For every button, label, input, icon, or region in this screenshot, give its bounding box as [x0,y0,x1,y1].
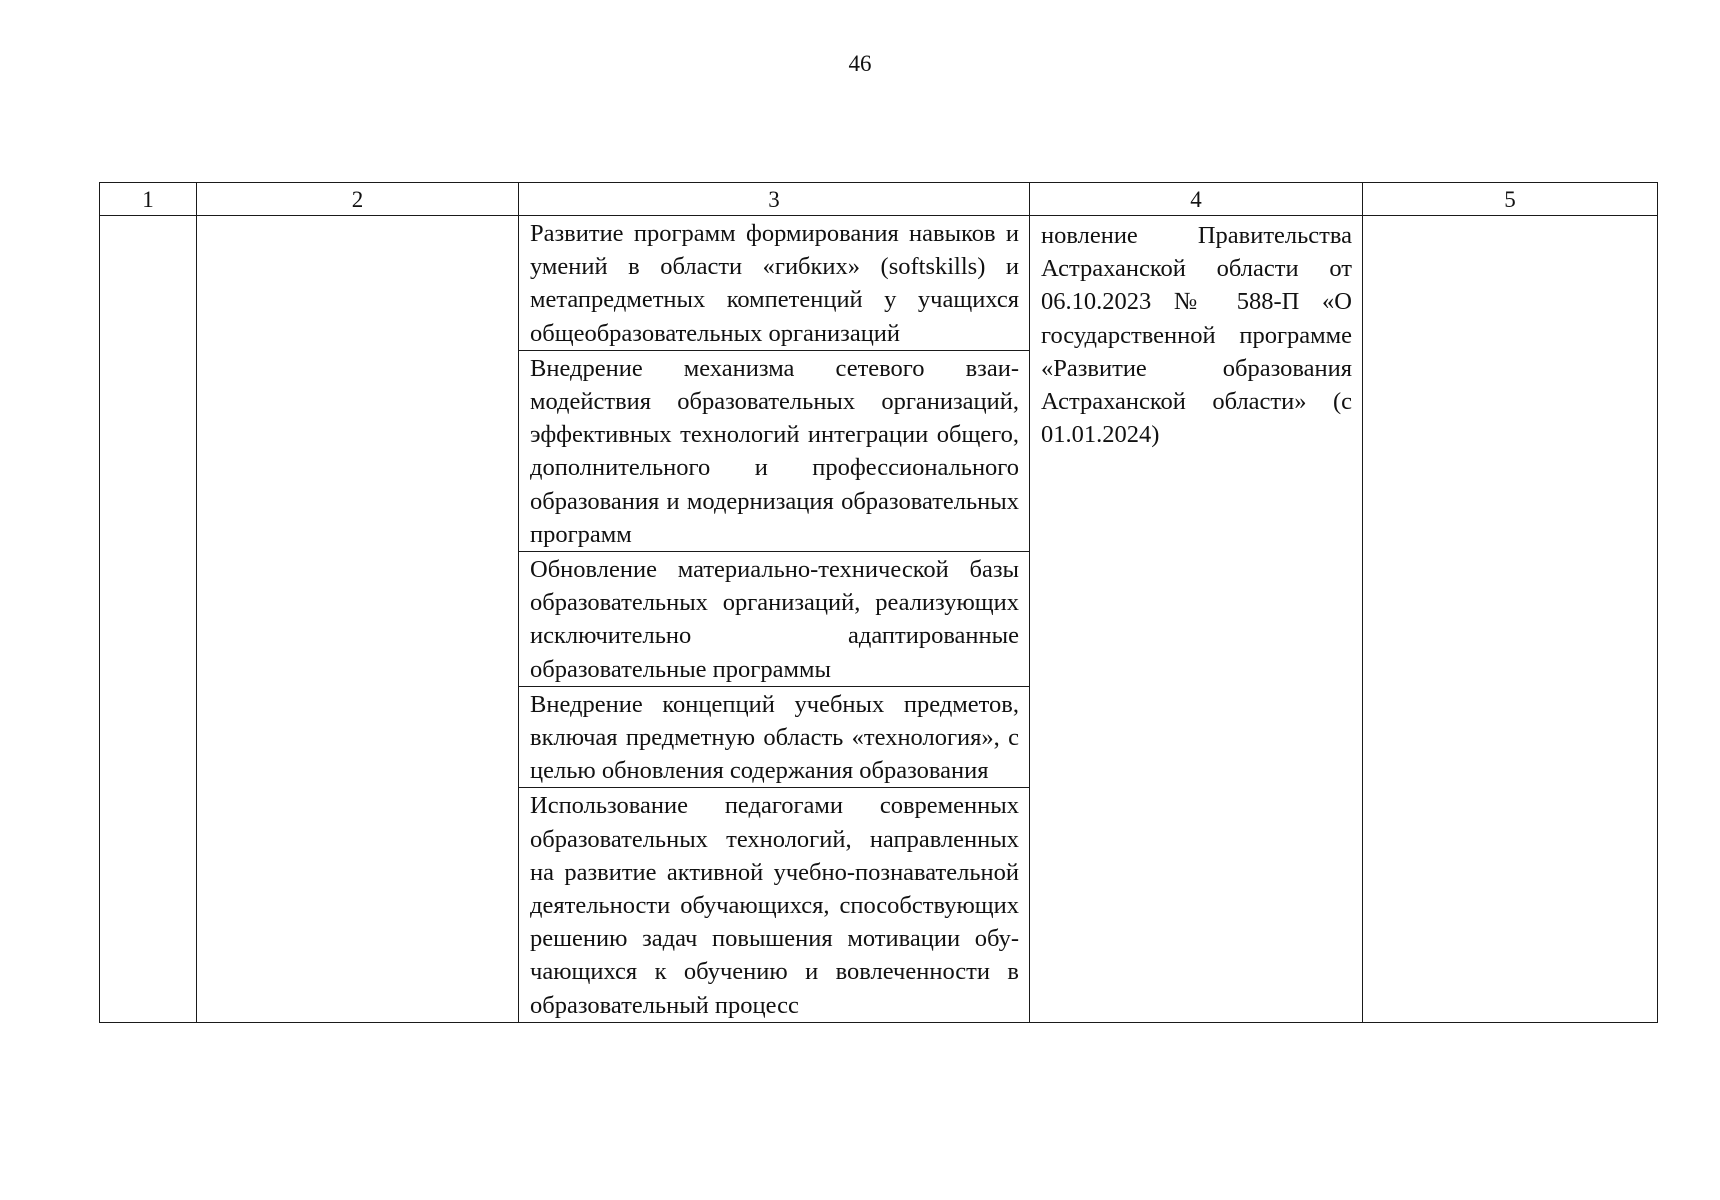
column-header-2: 2 [197,183,519,216]
document-table [99,182,1658,1023]
column-header-4: 4 [1030,183,1363,216]
col3-item [519,552,1029,687]
col3-item [519,788,1029,1021]
col3-item-text: Использование педагогами современных образовательных технологий, направленных на развитие активной учебно-познавательной деятельности обучающихся, способствующих решению задач повышения мотивации обучающихся к обучению и вовлеченности в образовательный процесс [530,792,1019,1019]
cell-col1 [100,216,197,1023]
col3-item [519,351,1029,552]
column-header-5: 5 [1363,183,1658,216]
cell-col2-text [197,216,518,219]
cell-col5-text [1363,216,1657,219]
column-header-3: 3 [519,183,1030,216]
col3-item [519,216,1029,351]
cell-col2 [197,216,519,1023]
cell-col4-text: новление Правительства Астраханской области от 06.10.2023 № 588-П «О государственной программе «Развитие образования Астраханской области» (с 01.01.2024) [1041,222,1352,449]
cell-col1-text [100,216,196,219]
column-header-1: 1 [100,183,197,216]
table-row [100,216,1658,1023]
cell-col5 [1363,216,1658,1023]
col3-item [519,687,1029,789]
page-number: 46 [848,51,872,76]
cell-col3 [519,216,1030,1023]
table-header-row [100,183,1658,216]
col3-item-text: Внедрение концепций учебных предметов, включая предметную область «технология», с целью обновления содержания образования [530,690,1019,785]
col3-item-text: Развитие программ формирования навыков и умений в области «гибких» (softskills) и метапредметных компетенций у учащихся общеобразовательных организаций [530,220,1019,347]
col3-item-text: Внедрение механизма сетевого взаимодействия образовательных организаций, эффективных технологий интеграции общего, дополнительного и профессионального образования и модернизация образовательных программ [530,354,1019,548]
cell-col4 [1030,216,1363,1023]
col3-item-text: Обновление материально-технической базы образовательных организаций, реализующих исключительно адаптированные образовательные программы [530,556,1019,683]
